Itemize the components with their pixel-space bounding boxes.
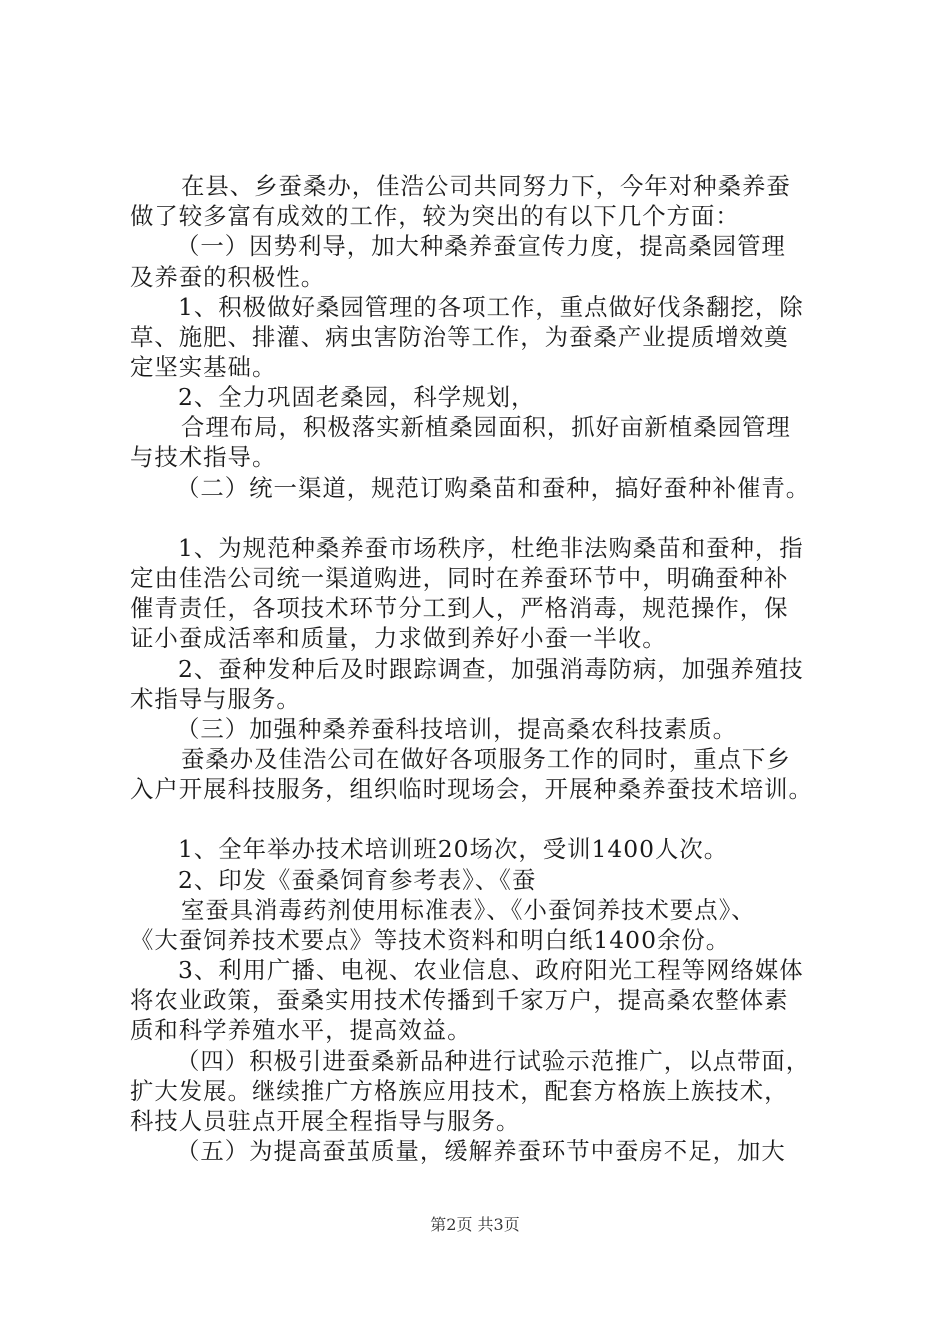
body-line: 2、蚕种发种后及时跟踪调查，加强消毒防病，加强养殖技 [178, 654, 804, 683]
body-line: 3、利用广播、电视、农业信息、政府阳光工程等网络媒体 [178, 956, 804, 985]
body-line: 证小蚕成活率和质量，力求做到养好小蚕一半收。 [130, 624, 667, 653]
body-line: 术指导与服务。 [130, 684, 301, 713]
body-line: 1、积极做好桑园管理的各项工作，重点做好伐条翻挖，除 [178, 292, 804, 321]
body-line: 及养蚕的积极性。 [130, 262, 326, 291]
body-line: 《大蚕饲养技术要点》等技术资料和明白纸1400余份。 [130, 925, 731, 954]
body-line: 催青责任，各项技术环节分工到人，严格消毒，规范操作，保 [130, 594, 789, 623]
section-heading: （二）统一渠道，规范订购桑苗和蚕种，搞好蚕种补催青。 [176, 473, 811, 502]
body-line: 定由佳浩公司统一渠道购进，同时在养蚕环节中，明确蚕种补 [130, 564, 789, 592]
body-line: 1、为规范种桑养蚕市场秩序，杜绝非法购桑苗和蚕种，指 [178, 533, 804, 562]
body-line: 草、施肥、排灌、病虫害防治等工作，为蚕桑产业提质增效奠 [130, 322, 789, 351]
body-line: 2、全力巩固老桑园，科学规划， [178, 383, 536, 412]
section-heading: （四）积极引进蚕桑新品种进行试验示范推广，以点带面， [176, 1046, 811, 1075]
body-line: 质和科学养殖水平，提高效益。 [130, 1016, 472, 1045]
section-heading: （一）因势利导，加大种桑养蚕宣传力度，提高桑园管理 [176, 232, 786, 261]
body-line: 蚕桑办及佳浩公司在做好各项服务工作的同时，重点下乡 [181, 745, 791, 773]
body-line: 2、印发《蚕桑饲育参考表》、《蚕 [178, 865, 537, 894]
page-footer: 第2页 共3页 [430, 1215, 520, 1234]
body-line: 科技人员驻点开展全程指导与服务。 [130, 1106, 521, 1135]
body-line: 在县、乡蚕桑办，佳浩公司共同努力下，今年对种桑养蚕 [181, 172, 791, 200]
body-line: 定坚实基础。 [130, 352, 277, 381]
body-line: 室蚕具消毒药剂使用标准表》、《小蚕饲养技术要点》、 [181, 895, 756, 924]
body-line: 扩大发展。继续推广方格族应用技术，配套方格族上族技术， [130, 1076, 789, 1105]
body-line: 合理布局，积极落实新植桑园面积，抓好亩新植桑园管理 [181, 413, 791, 442]
body-line: 1、全年举办技术培训班20场次，受训1400人次。 [178, 835, 729, 864]
body-line: 入户开展科技服务，组织临时现场会，开展种桑养蚕技术培训。 [130, 775, 813, 804]
section-heading: （五）为提高蚕茧质量，缓解养蚕环节中蚕房不足，加大 [176, 1137, 786, 1165]
body-line: 做了较多富有成效的工作，较为突出的有以下几个方面： [130, 202, 740, 231]
body-line: 将农业政策，蚕桑实用技术传播到千家万户，提高桑农整体素 [130, 986, 789, 1015]
section-heading: （三）加强种桑养蚕科技培训，提高桑农科技素质。 [176, 714, 737, 743]
body-line: 与技术指导。 [130, 443, 277, 472]
